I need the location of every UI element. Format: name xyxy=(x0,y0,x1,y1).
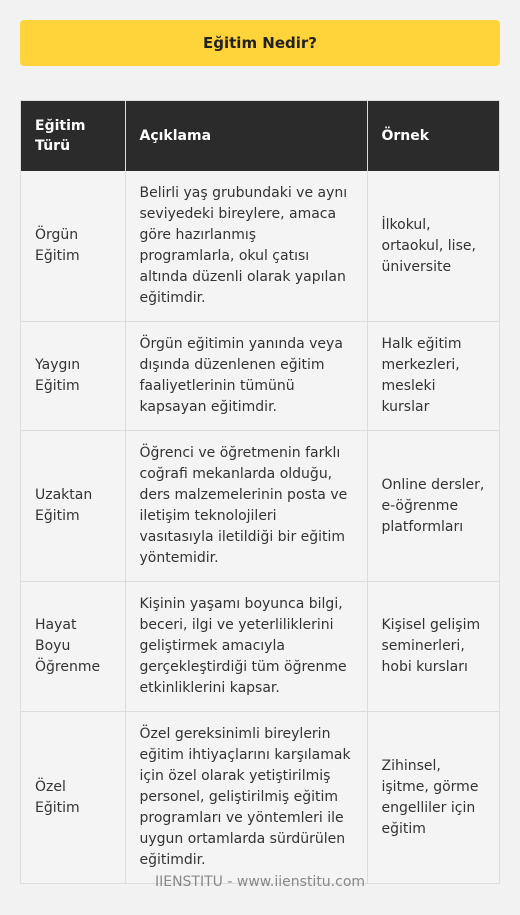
cell-type: Hayat Boyu Öğrenme xyxy=(21,582,125,712)
table-row xyxy=(21,582,499,712)
cell-description: Öğrenci ve öğretmenin farklı coğrafi mekanlarda olduğu, ders malzemelerinin posta ve iletişim teknolojileri vasıtasıyla iletildiği bir eğitim yöntemidir. xyxy=(125,431,367,582)
table-row xyxy=(21,171,499,322)
table-row xyxy=(21,322,499,431)
cell-description: Özel gereksinimli bireylerin eğitim ihtiyaçlarını karşılamak için özel olarak yetiştirilmiş personel, geliştirilmiş eğitim programları ve yöntemleri ile uygun ortamlarda sürdürülen eğitimdir. xyxy=(125,712,367,884)
header-type: Eğitim Türü xyxy=(21,101,125,171)
page-title: Eğitim Nedir? xyxy=(20,20,500,66)
education-types-table xyxy=(20,100,500,884)
cell-type: Uzaktan Eğitim xyxy=(21,431,125,582)
cell-example: Online dersler, e-öğrenme platformları xyxy=(367,431,499,582)
cell-type: Örgün Eğitim xyxy=(21,171,125,322)
cell-description: Örgün eğitimin yanında veya dışında düzenlenen eğitim faaliyetlerinin tümünü kapsayan eğitimdir. xyxy=(125,322,367,431)
cell-description: Kişinin yaşamı boyunca bilgi, beceri, ilgi ve yeterliliklerini geliştirmek amacıyla gerçekleştirdiği tüm öğrenme etkinliklerini kapsar. xyxy=(125,582,367,712)
cell-example: Kişisel gelişim seminerleri, hobi kursları xyxy=(367,582,499,712)
cell-example: Zihinsel, işitme, görme engelliler için eğitim xyxy=(367,712,499,884)
header-description: Açıklama xyxy=(125,101,367,171)
cell-description: Belirli yaş grubundaki ve aynı seviyedeki bireylere, amaca göre hazırlanmış programlarla, okul çatısı altında düzenli olarak yapılan eğitimdir. xyxy=(125,171,367,322)
header-example: Örnek xyxy=(367,101,499,171)
table-row xyxy=(21,431,499,582)
cell-type: Yaygın Eğitim xyxy=(21,322,125,431)
table-row xyxy=(21,712,499,884)
footer-credit: IIENSTITU - www.iienstitu.com xyxy=(154,874,366,890)
table-header-row xyxy=(21,101,499,171)
cell-example: İlkokul, ortaokul, lise, üniversite xyxy=(367,171,499,322)
cell-type: Özel Eğitim xyxy=(21,712,125,884)
cell-example: Halk eğitim merkezleri, mesleki kurslar xyxy=(367,322,499,431)
